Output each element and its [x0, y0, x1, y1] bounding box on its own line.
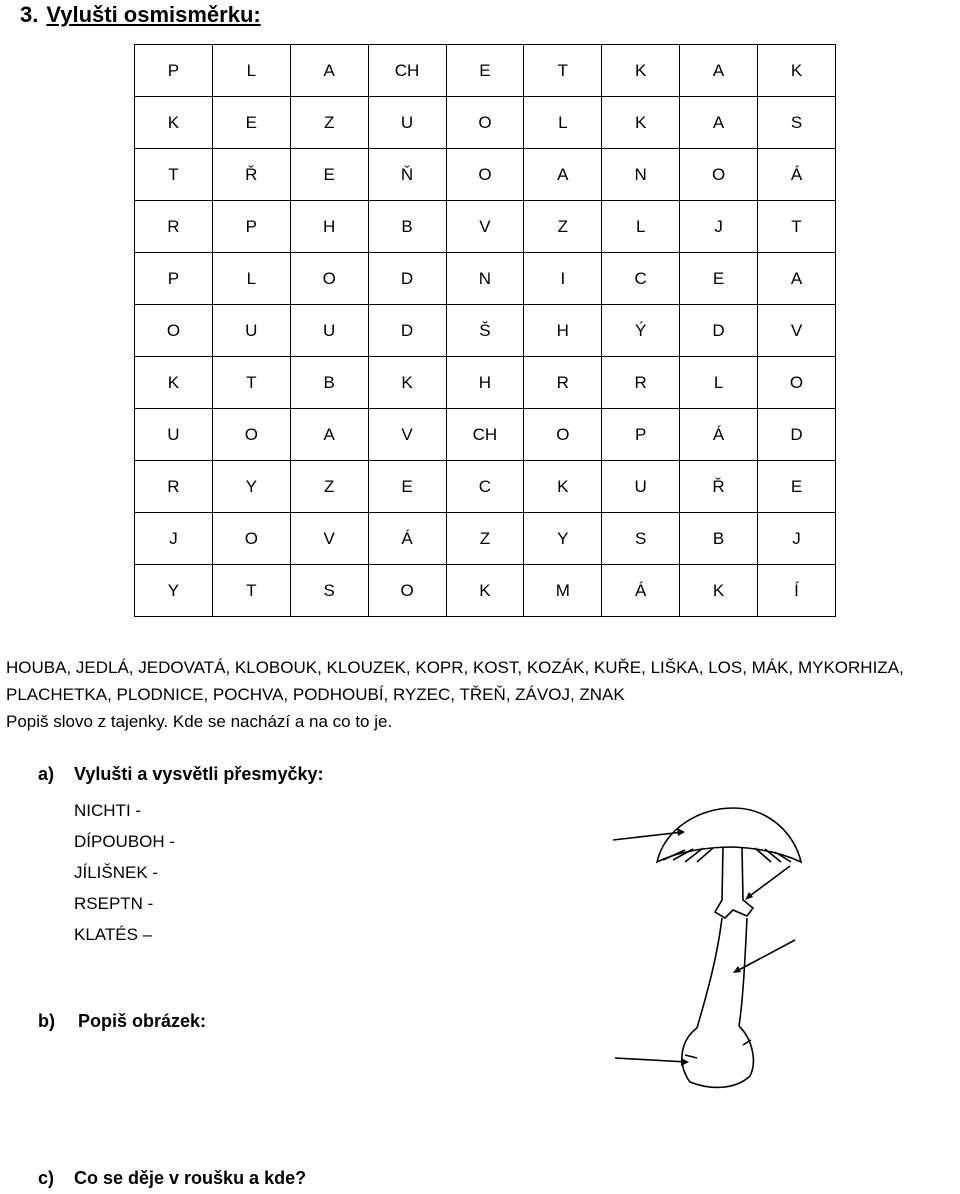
grid-cell: Ř — [680, 461, 758, 513]
grid-cell: J — [135, 513, 213, 565]
grid-cell: O — [446, 149, 524, 201]
grid-cell: E — [368, 461, 446, 513]
grid-cell: T — [212, 565, 290, 617]
task-b-text: Popiš obrázek: — [78, 1011, 207, 1031]
exercise-title: Vylušti osmisměrku: — [46, 2, 261, 27]
grid-cell: Z — [446, 513, 524, 565]
arrowhead — [677, 828, 685, 836]
grid-cell: V — [368, 409, 446, 461]
grid-cell: Š — [446, 305, 524, 357]
word-list — [6, 654, 956, 735]
grid-cell: H — [290, 201, 368, 253]
grid-cell: H — [446, 357, 524, 409]
grid-cell: O — [212, 513, 290, 565]
anagram-item: JÍLIŠNEK - — [74, 863, 159, 882]
arrow-ring — [747, 866, 790, 898]
grid-cell: Í — [758, 565, 836, 617]
arrowhead — [745, 892, 753, 900]
grid-row — [135, 201, 836, 253]
volva-shape — [682, 1026, 753, 1087]
grid-cell: L — [602, 201, 680, 253]
grid-cell: P — [602, 409, 680, 461]
grid-cell: K — [758, 45, 836, 97]
grid-cell: A — [680, 97, 758, 149]
grid-cell: K — [368, 357, 446, 409]
grid-cell: L — [524, 97, 602, 149]
grid-row — [135, 45, 836, 97]
grid-cell: Ý — [602, 305, 680, 357]
grid-cell: D — [680, 305, 758, 357]
grid-cell: U — [212, 305, 290, 357]
grid-cell: Á — [758, 149, 836, 201]
grid-cell: A — [290, 409, 368, 461]
grid-row — [135, 409, 836, 461]
grid-cell: A — [290, 45, 368, 97]
anagram-item: NICHTI - — [74, 801, 142, 820]
grid-cell: Y — [135, 565, 213, 617]
grid-row — [135, 149, 836, 201]
grid-cell: Y — [212, 461, 290, 513]
grid-cell: Ř — [212, 149, 290, 201]
gills — [663, 848, 791, 862]
task-b-label: b) — [38, 1011, 55, 1031]
grid-cell: E — [758, 461, 836, 513]
anagram-item: KLATÉS – — [74, 925, 153, 944]
grid-row — [135, 97, 836, 149]
grid-cell: V — [758, 305, 836, 357]
grid-cell: K — [135, 97, 213, 149]
grid-cell: A — [524, 149, 602, 201]
grid-cell: P — [135, 253, 213, 305]
grid-cell: V — [290, 513, 368, 565]
grid-cell: H — [524, 305, 602, 357]
task-c — [38, 1168, 306, 1189]
grid-cell: C — [446, 461, 524, 513]
grid-cell: Y — [524, 513, 602, 565]
grid-cell: A — [758, 253, 836, 305]
grid-cell: N — [446, 253, 524, 305]
grid-cell: K — [135, 357, 213, 409]
grid-cell: T — [135, 149, 213, 201]
grid-cell: U — [368, 97, 446, 149]
exercise-heading — [20, 2, 261, 28]
grid-row — [135, 357, 836, 409]
grid-cell: U — [290, 305, 368, 357]
task-a — [38, 764, 323, 785]
grid-cell: T — [212, 357, 290, 409]
grid-cell: J — [758, 513, 836, 565]
grid-row — [135, 253, 836, 305]
grid-cell: S — [602, 513, 680, 565]
arrow-stem — [735, 940, 795, 972]
grid-cell: E — [212, 97, 290, 149]
task-c-text: Co se děje v roušku a kde? — [74, 1168, 307, 1188]
grid-cell: S — [758, 97, 836, 149]
grid-cell: P — [212, 201, 290, 253]
grid-cell: D — [758, 409, 836, 461]
grid-cell: O — [524, 409, 602, 461]
grid-row — [135, 565, 836, 617]
grid-cell: B — [680, 513, 758, 565]
grid-cell: I — [524, 253, 602, 305]
grid-row — [135, 513, 836, 565]
word-list-line: PLACHETKA, PLODNICE, POCHVA, PODHOUBÍ, RYZEC, TŘEŇ, ZÁVOJ, ZNAK — [6, 685, 625, 704]
grid-cell: O — [290, 253, 368, 305]
grid-cell: Á — [602, 565, 680, 617]
grid-cell: Z — [524, 201, 602, 253]
grid-cell: D — [368, 305, 446, 357]
grid-cell: V — [446, 201, 524, 253]
task-a-label: a) — [38, 764, 55, 784]
ring-shape — [715, 847, 753, 918]
grid-cell: R — [135, 461, 213, 513]
word-search-grid — [134, 44, 836, 617]
grid-row — [135, 305, 836, 357]
grid-cell: K — [602, 97, 680, 149]
grid-cell: Á — [680, 409, 758, 461]
grid-cell: K — [524, 461, 602, 513]
instruction-text: Popiš slovo z tajenky. Kde se nachází a na co to je. — [6, 712, 393, 731]
task-c-label: c) — [38, 1168, 55, 1188]
grid-cell: CH — [446, 409, 524, 461]
grid-cell: T — [758, 201, 836, 253]
grid-cell: O — [680, 149, 758, 201]
stem-shape — [697, 918, 747, 1028]
grid-cell: R — [524, 357, 602, 409]
grid-cell: K — [602, 45, 680, 97]
grid-cell: U — [135, 409, 213, 461]
grid-cell: M — [524, 565, 602, 617]
grid-cell: CH — [368, 45, 446, 97]
grid-cell: K — [680, 565, 758, 617]
grid-cell: O — [758, 357, 836, 409]
anagram-item: RSEPTN - — [74, 894, 154, 913]
grid-cell: L — [212, 45, 290, 97]
exercise-number: 3. — [20, 2, 39, 27]
grid-cell: D — [368, 253, 446, 305]
grid-cell: Z — [290, 461, 368, 513]
grid-cell: J — [680, 201, 758, 253]
arrowhead — [681, 1058, 689, 1066]
grid-cell: N — [602, 149, 680, 201]
grid-cell: O — [368, 565, 446, 617]
grid-cell: S — [290, 565, 368, 617]
grid-cell: E — [680, 253, 758, 305]
grid-cell: T — [524, 45, 602, 97]
grid-cell: P — [135, 45, 213, 97]
arrow-cap — [613, 832, 683, 840]
grid-cell: O — [446, 97, 524, 149]
mushroom-illustration — [605, 800, 825, 1100]
task-b — [38, 1011, 206, 1032]
task-a-text: Vylušti a vysvětli přesmyčky: — [74, 764, 324, 784]
grid-cell: Á — [368, 513, 446, 565]
arrow-volva — [615, 1058, 687, 1062]
grid-cell: L — [680, 357, 758, 409]
grid-row — [135, 461, 836, 513]
grid-cell: Z — [290, 97, 368, 149]
grid-cell: L — [212, 253, 290, 305]
grid-cell: K — [446, 565, 524, 617]
grid-cell: R — [135, 201, 213, 253]
grid-cell: A — [680, 45, 758, 97]
anagram-list — [74, 795, 175, 950]
grid-cell: E — [290, 149, 368, 201]
anagram-item: DÍPOUBOH - — [74, 832, 176, 851]
word-list-line: HOUBA, JEDLÁ, JEDOVATÁ, KLOBOUK, KLOUZEK, KOPR, KOST, KOZÁK, KUŘE, LIŠKA, LOS, MÁK, MYKORHIZA, — [6, 658, 904, 677]
grid-cell: O — [212, 409, 290, 461]
grid-cell: O — [135, 305, 213, 357]
grid-cell: Ň — [368, 149, 446, 201]
grid-cell: R — [602, 357, 680, 409]
grid-cell: B — [290, 357, 368, 409]
grid-cell: E — [446, 45, 524, 97]
grid-cell: C — [602, 253, 680, 305]
grid-cell: U — [602, 461, 680, 513]
grid-cell: B — [368, 201, 446, 253]
